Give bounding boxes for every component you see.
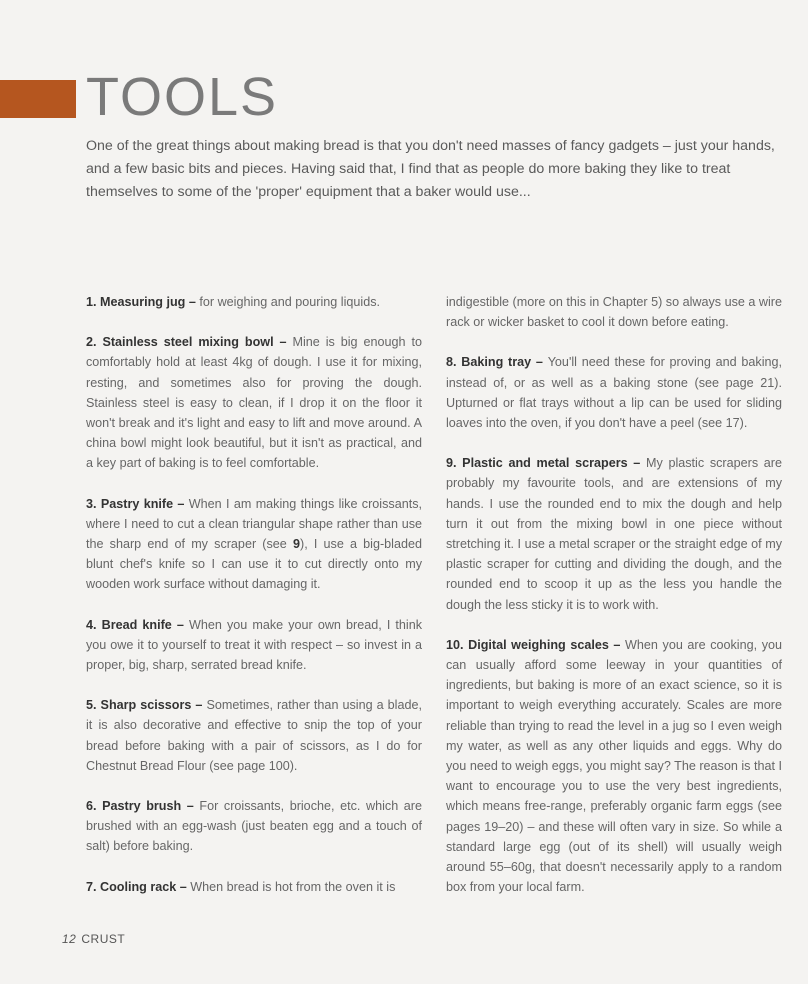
page-title: TOOLS — [86, 67, 279, 127]
item-heading: 7. Cooling rack – — [86, 879, 191, 894]
list-item — [86, 796, 422, 857]
list-item — [86, 615, 422, 676]
list-item — [446, 352, 782, 433]
item-body: for weighing and pouring liquids. — [199, 295, 381, 309]
item-body: For croissants, brioche, etc. which are brushed with an egg-wash (just beaten egg and a touch of salt) before baking. — [86, 799, 422, 854]
item-cross-reference: 9 — [292, 537, 300, 552]
list-item — [446, 453, 782, 615]
list-item — [86, 494, 422, 595]
list-item — [86, 332, 422, 473]
list-item — [86, 292, 422, 312]
right-column — [446, 292, 782, 917]
item-heading: 3. Pastry knife – — [86, 496, 189, 511]
list-item — [86, 695, 422, 776]
left-column — [86, 292, 422, 917]
item-body: My plastic scrapers are probably my favourite tools, and are extensions of my hands. I use the rounded end to mix the dough and help turn it out from the mixing bowl in one piece without stretching it. I use a metal scraper or the straight edge of my plastic scraper for cutting and dividing the dough, and the rounded end to scoop it up as the less you handle the dough the less sticky it is to work with. — [446, 456, 782, 612]
item-body: Mine is big enough to comfortably hold at least 4kg of dough. I use it for mixing, resting, and sometimes also for proving the dough. Stainless steel is easy to clean, if I drop it on the floor it won't break and it's light and easy to lift and move around. A china bowl might look beautiful, but it isn't as practical, and a key part of baking is to feel comfortable. — [86, 335, 422, 471]
item-heading: 10. Digital weighing scales – — [446, 637, 626, 652]
item-body: You'll need these for proving and baking, instead of, or as well as a baking stone (see page 21). Upturned or flat trays without a lip can be used for sliding loaves into the oven, if you don't have a peel (see 17). — [446, 355, 783, 431]
intro-paragraph: One of the great things about making bread is that you don't need masses of fancy gadgets – just your hands, and a few basic bits and pieces. Having said that, I find that as people do more baking they like to treat themselves to some of the 'proper' equipment that a baker would use... — [86, 138, 775, 200]
item-body: ), I use a big-bladed blunt chef's knife so I can use it to cut directly onto my wooden work surface without damaging it. — [86, 537, 422, 592]
item-body: Sometimes, rather than using a blade, it is also decorative and effective to snip the top of your bread before baking with a pair of scissors, as I do for Chestnut Bread Flour (see page 100). — [86, 698, 422, 773]
item-heading: 6. Pastry brush – — [86, 799, 200, 814]
item-body: When I am making things like croissants, where I need to cut a clean triangular shape rather than use the sharp end of my scraper (see — [86, 496, 423, 552]
item-heading: 8. Baking tray – — [446, 355, 548, 370]
item-heading: 4. Bread knife – — [86, 617, 189, 632]
list-item — [446, 635, 782, 898]
item-body: When you are cooking, you can usually afford some leeway in your quantities of ingredients, but baking is more of an exact science, so it is important to weigh everything accurately. Scales are more reliable than trying to read the level in a jug so I even weigh my water, as well as any other liquids and eggs. Why do you need to weigh eggs, you might say? The reason is that I want to encourage you to use the very best ingredients, which means free-range, preferably organic farm eggs (see pages 19–20) – and these will often vary in size. So while a standard large egg (out of its shell) will usually weigh around 55–60g, that doesn't necessarily apply to a random box from your local farm. — [446, 637, 782, 895]
section-name: CRUST — [81, 932, 126, 946]
page-footer — [62, 932, 125, 946]
page-number: 12 — [62, 932, 77, 946]
accent-bar — [0, 80, 76, 118]
item-body: When you make your own bread, I think you owe it to yourself to treat it with respect – so invest in a proper, big, sharp, serrated bread knife. — [86, 617, 423, 673]
item-heading: 2. Stainless steel mixing bowl – — [86, 335, 293, 350]
item-heading: 9. Plastic and metal scrapers – — [446, 456, 646, 471]
item-heading: 1. Measuring jug – — [86, 295, 200, 309]
item-heading: 5. Sharp scissors – — [86, 698, 207, 713]
item-body: indigestible (more on this in Chapter 5) so always use a wire rack or wicker basket to cool it down before eating. — [446, 295, 782, 330]
list-item — [86, 877, 422, 897]
list-item — [446, 292, 782, 332]
item-body: When bread is hot from the oven it is — [190, 879, 396, 894]
